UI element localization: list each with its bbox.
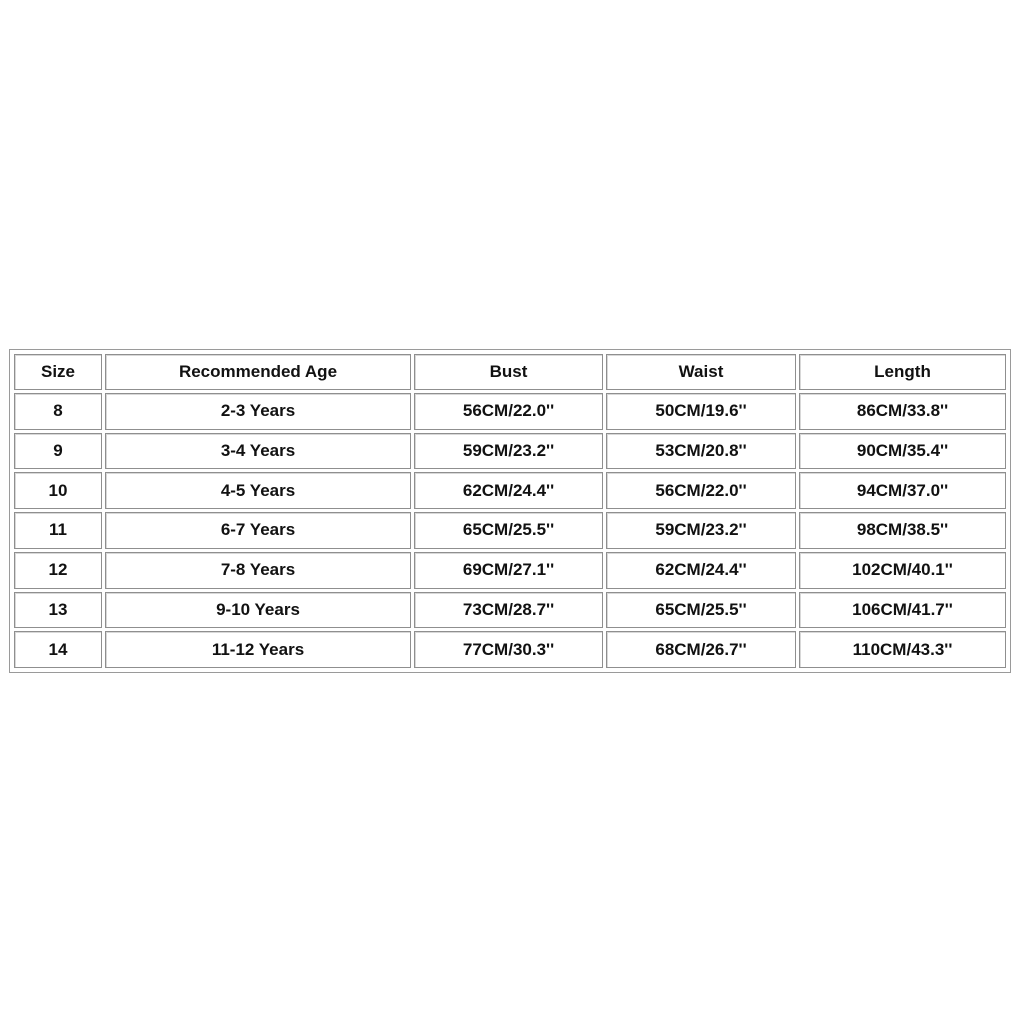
cell-length: 110CM/43.3'' — [799, 631, 1006, 668]
cell-size: 12 — [14, 552, 102, 589]
cell-bust: 77CM/30.3'' — [414, 631, 603, 668]
header-row — [14, 354, 1006, 390]
header-length: Length — [799, 354, 1006, 390]
cell-length: 94CM/37.0'' — [799, 472, 1006, 509]
header-size: Size — [14, 354, 102, 390]
cell-size: 14 — [14, 631, 102, 668]
cell-bust: 56CM/22.0'' — [414, 393, 603, 430]
cell-age: 7-8 Years — [105, 552, 411, 589]
cell-age: 4-5 Years — [105, 472, 411, 509]
cell-waist: 50CM/19.6'' — [606, 393, 796, 430]
cell-size: 11 — [14, 512, 102, 549]
cell-size: 9 — [14, 433, 102, 470]
cell-waist: 68CM/26.7'' — [606, 631, 796, 668]
table-row — [14, 592, 1006, 629]
cell-size: 10 — [14, 472, 102, 509]
cell-size: 13 — [14, 592, 102, 629]
cell-age: 2-3 Years — [105, 393, 411, 430]
table-row — [14, 512, 1006, 549]
header-bust: Bust — [414, 354, 603, 390]
cell-age: 3-4 Years — [105, 433, 411, 470]
cell-length: 106CM/41.7'' — [799, 592, 1006, 629]
cell-bust: 69CM/27.1'' — [414, 552, 603, 589]
cell-waist: 53CM/20.8'' — [606, 433, 796, 470]
cell-bust: 59CM/23.2'' — [414, 433, 603, 470]
cell-waist: 56CM/22.0'' — [606, 472, 796, 509]
cell-bust: 73CM/28.7'' — [414, 592, 603, 629]
table-row — [14, 472, 1006, 509]
cell-length: 90CM/35.4'' — [799, 433, 1006, 470]
table-row — [14, 433, 1006, 470]
table-row — [14, 552, 1006, 589]
cell-waist: 62CM/24.4'' — [606, 552, 796, 589]
cell-age: 6-7 Years — [105, 512, 411, 549]
cell-age: 9-10 Years — [105, 592, 411, 629]
table-row — [14, 393, 1006, 430]
header-waist: Waist — [606, 354, 796, 390]
cell-length: 102CM/40.1'' — [799, 552, 1006, 589]
cell-size: 8 — [14, 393, 102, 430]
size-chart-table — [9, 349, 1011, 673]
table-row — [14, 631, 1006, 668]
cell-length: 98CM/38.5'' — [799, 512, 1006, 549]
cell-waist: 59CM/23.2'' — [606, 512, 796, 549]
cell-bust: 65CM/25.5'' — [414, 512, 603, 549]
size-table — [11, 351, 1009, 671]
header-recommended-age: Recommended Age — [105, 354, 411, 390]
cell-waist: 65CM/25.5'' — [606, 592, 796, 629]
cell-length: 86CM/33.8'' — [799, 393, 1006, 430]
cell-bust: 62CM/24.4'' — [414, 472, 603, 509]
cell-age: 11-12 Years — [105, 631, 411, 668]
